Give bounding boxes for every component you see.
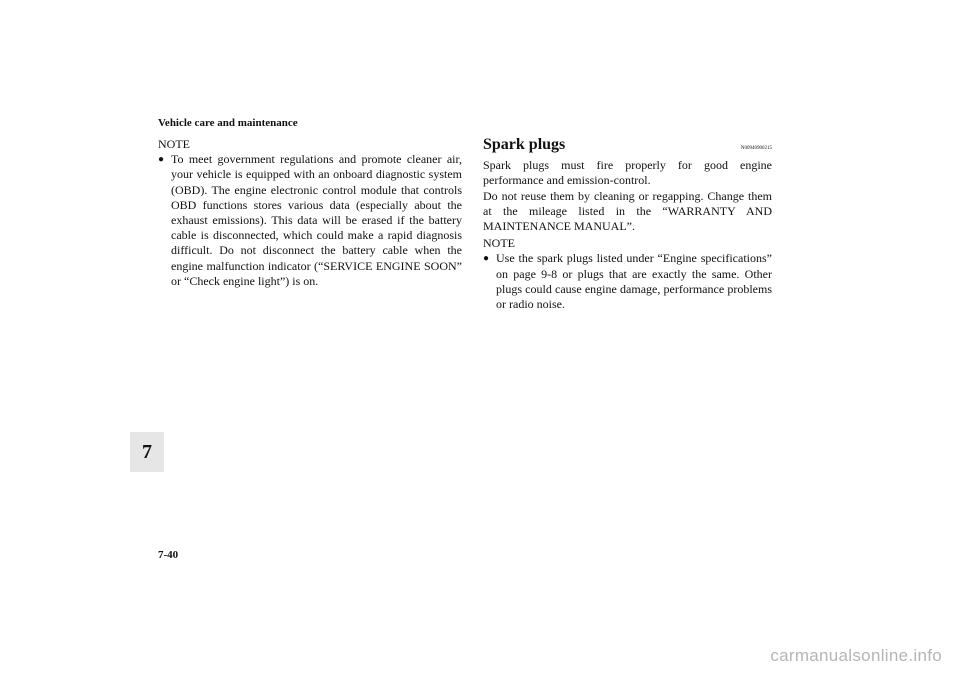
note-block <box>483 236 772 312</box>
note-text: To meet government regulations and promote cleaner air, your vehicle is equipped with an onboard diagnostic system (OBD). The engine electronic control module that controls OBD functions stores various data (especially about the exhaust emissions). This data will be erased if the battery cable is disconnected, which could make a rapid diagnosis difficult. Do not disconnect the battery cable when the engine malfunction indicator (“SERVICE ENGINE SOON” or “Check engine light”) is on. <box>171 152 462 288</box>
section-code: N00940900215 <box>740 146 772 151</box>
left-column <box>158 137 462 289</box>
section-heading <box>483 137 772 156</box>
paragraph-2: Do not reuse them by cleaning or regapping. Change them at the mileage listed in the “WARRANTY AND MAINTENANCE MANUAL”. <box>483 188 772 234</box>
bullet-icon: ● <box>158 154 165 166</box>
watermark-logo: carmanualsonline.info <box>770 646 942 665</box>
bullet-icon: ● <box>483 253 490 265</box>
note-bullet-item <box>158 152 462 289</box>
note-text: Use the spark plugs listed under “Engine specifications” on page 9-8 or plugs that are exactly the same. Other plugs could cause engine damage, performance problems or radio noise. <box>496 251 772 312</box>
note-bullet-item <box>483 251 772 312</box>
chapter-tab: 7 <box>130 432 164 472</box>
note-label: NOTE <box>158 137 190 151</box>
page-number: 7-40 <box>158 549 179 561</box>
page-header: Vehicle care and maintenance <box>158 117 298 129</box>
note-label: NOTE <box>483 236 515 251</box>
section-title: Spark plugs <box>483 136 566 153</box>
right-column <box>483 137 772 312</box>
paragraph-1: Spark plugs must fire properly for good engine performance and emission-control. <box>483 158 772 188</box>
